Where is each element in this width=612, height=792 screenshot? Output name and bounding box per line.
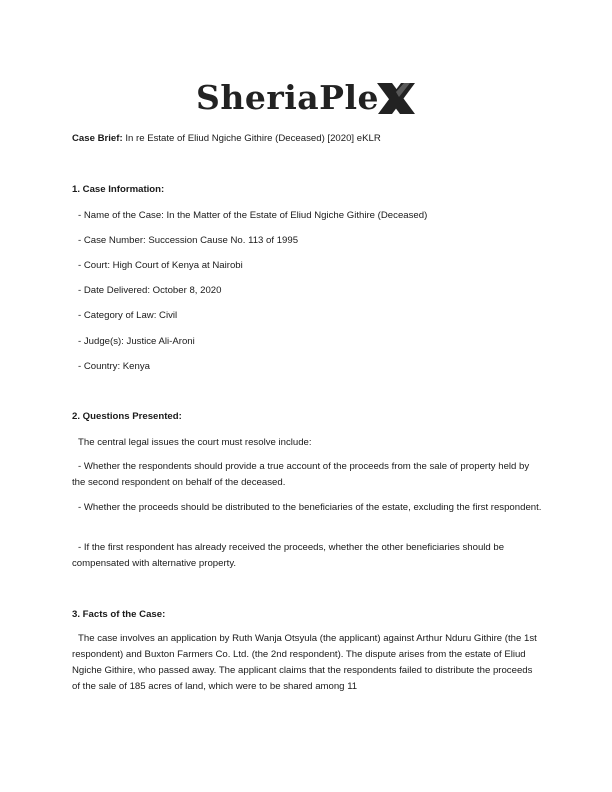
section-heading-questions-presented: 2. Questions Presented: xyxy=(72,411,182,422)
questions-intro: The central legal issues the court must resolve include: xyxy=(78,437,312,448)
question-item: - Whether the proceeds should be distributed to the beneficiaries of the estate, excluding the first respondent. xyxy=(78,502,542,513)
case-info-item: - Name of the Case: In the Matter of the Estate of Eliud Ngiche Githire (Deceased) xyxy=(78,210,428,221)
case-info-item: - Category of Law: Civil xyxy=(78,310,178,321)
case-info-item: - Court: High Court of Kenya at Nairobi xyxy=(78,260,243,271)
question-item: - If the first respondent has already received the proceeds, whether the other beneficiaries should be compensated with alternative property. xyxy=(72,542,505,569)
case-brief-title: In re Estate of Eliud Ngiche Githire (Deceased) [2020] eKLR xyxy=(125,133,381,144)
section-heading-facts: 3. Facts of the Case: xyxy=(72,609,166,620)
case-info-item: - Judge(s): Justice Ali-Aroni xyxy=(78,336,195,347)
question-item: - Whether the respondents should provide a true account of the proceeds from the sale of property held by the second respondent on behalf of the deceased. xyxy=(72,461,530,488)
case-brief-line xyxy=(72,132,381,145)
logo-x-mark-icon xyxy=(377,83,415,114)
facts-paragraph: The case involves an application by Ruth Wanja Otsyula (the applicant) against Arthur Nduru Githire (the 1st respondent) and Buxton Farmers Co. Ltd. (the 2nd respondent). The dispute arises from the estate of Eliud Ngiche Githire, who passed away. The applicant claims that the respondents failed to distribute the proceeds of the sale of 185 acres of land, which were to be shared among 11 xyxy=(72,633,537,692)
case-info-item: - Country: Kenya xyxy=(78,361,150,372)
case-info-item: - Date Delivered: October 8, 2020 xyxy=(78,285,222,296)
case-info-item: - Case Number: Succession Cause No. 113 of 1995 xyxy=(78,235,299,246)
case-brief-label: Case Brief: xyxy=(72,133,123,144)
section-heading-case-information: 1. Case Information: xyxy=(72,184,165,195)
logo-text: SheriaPle xyxy=(196,78,379,117)
sheriaplex-logo xyxy=(196,78,416,120)
